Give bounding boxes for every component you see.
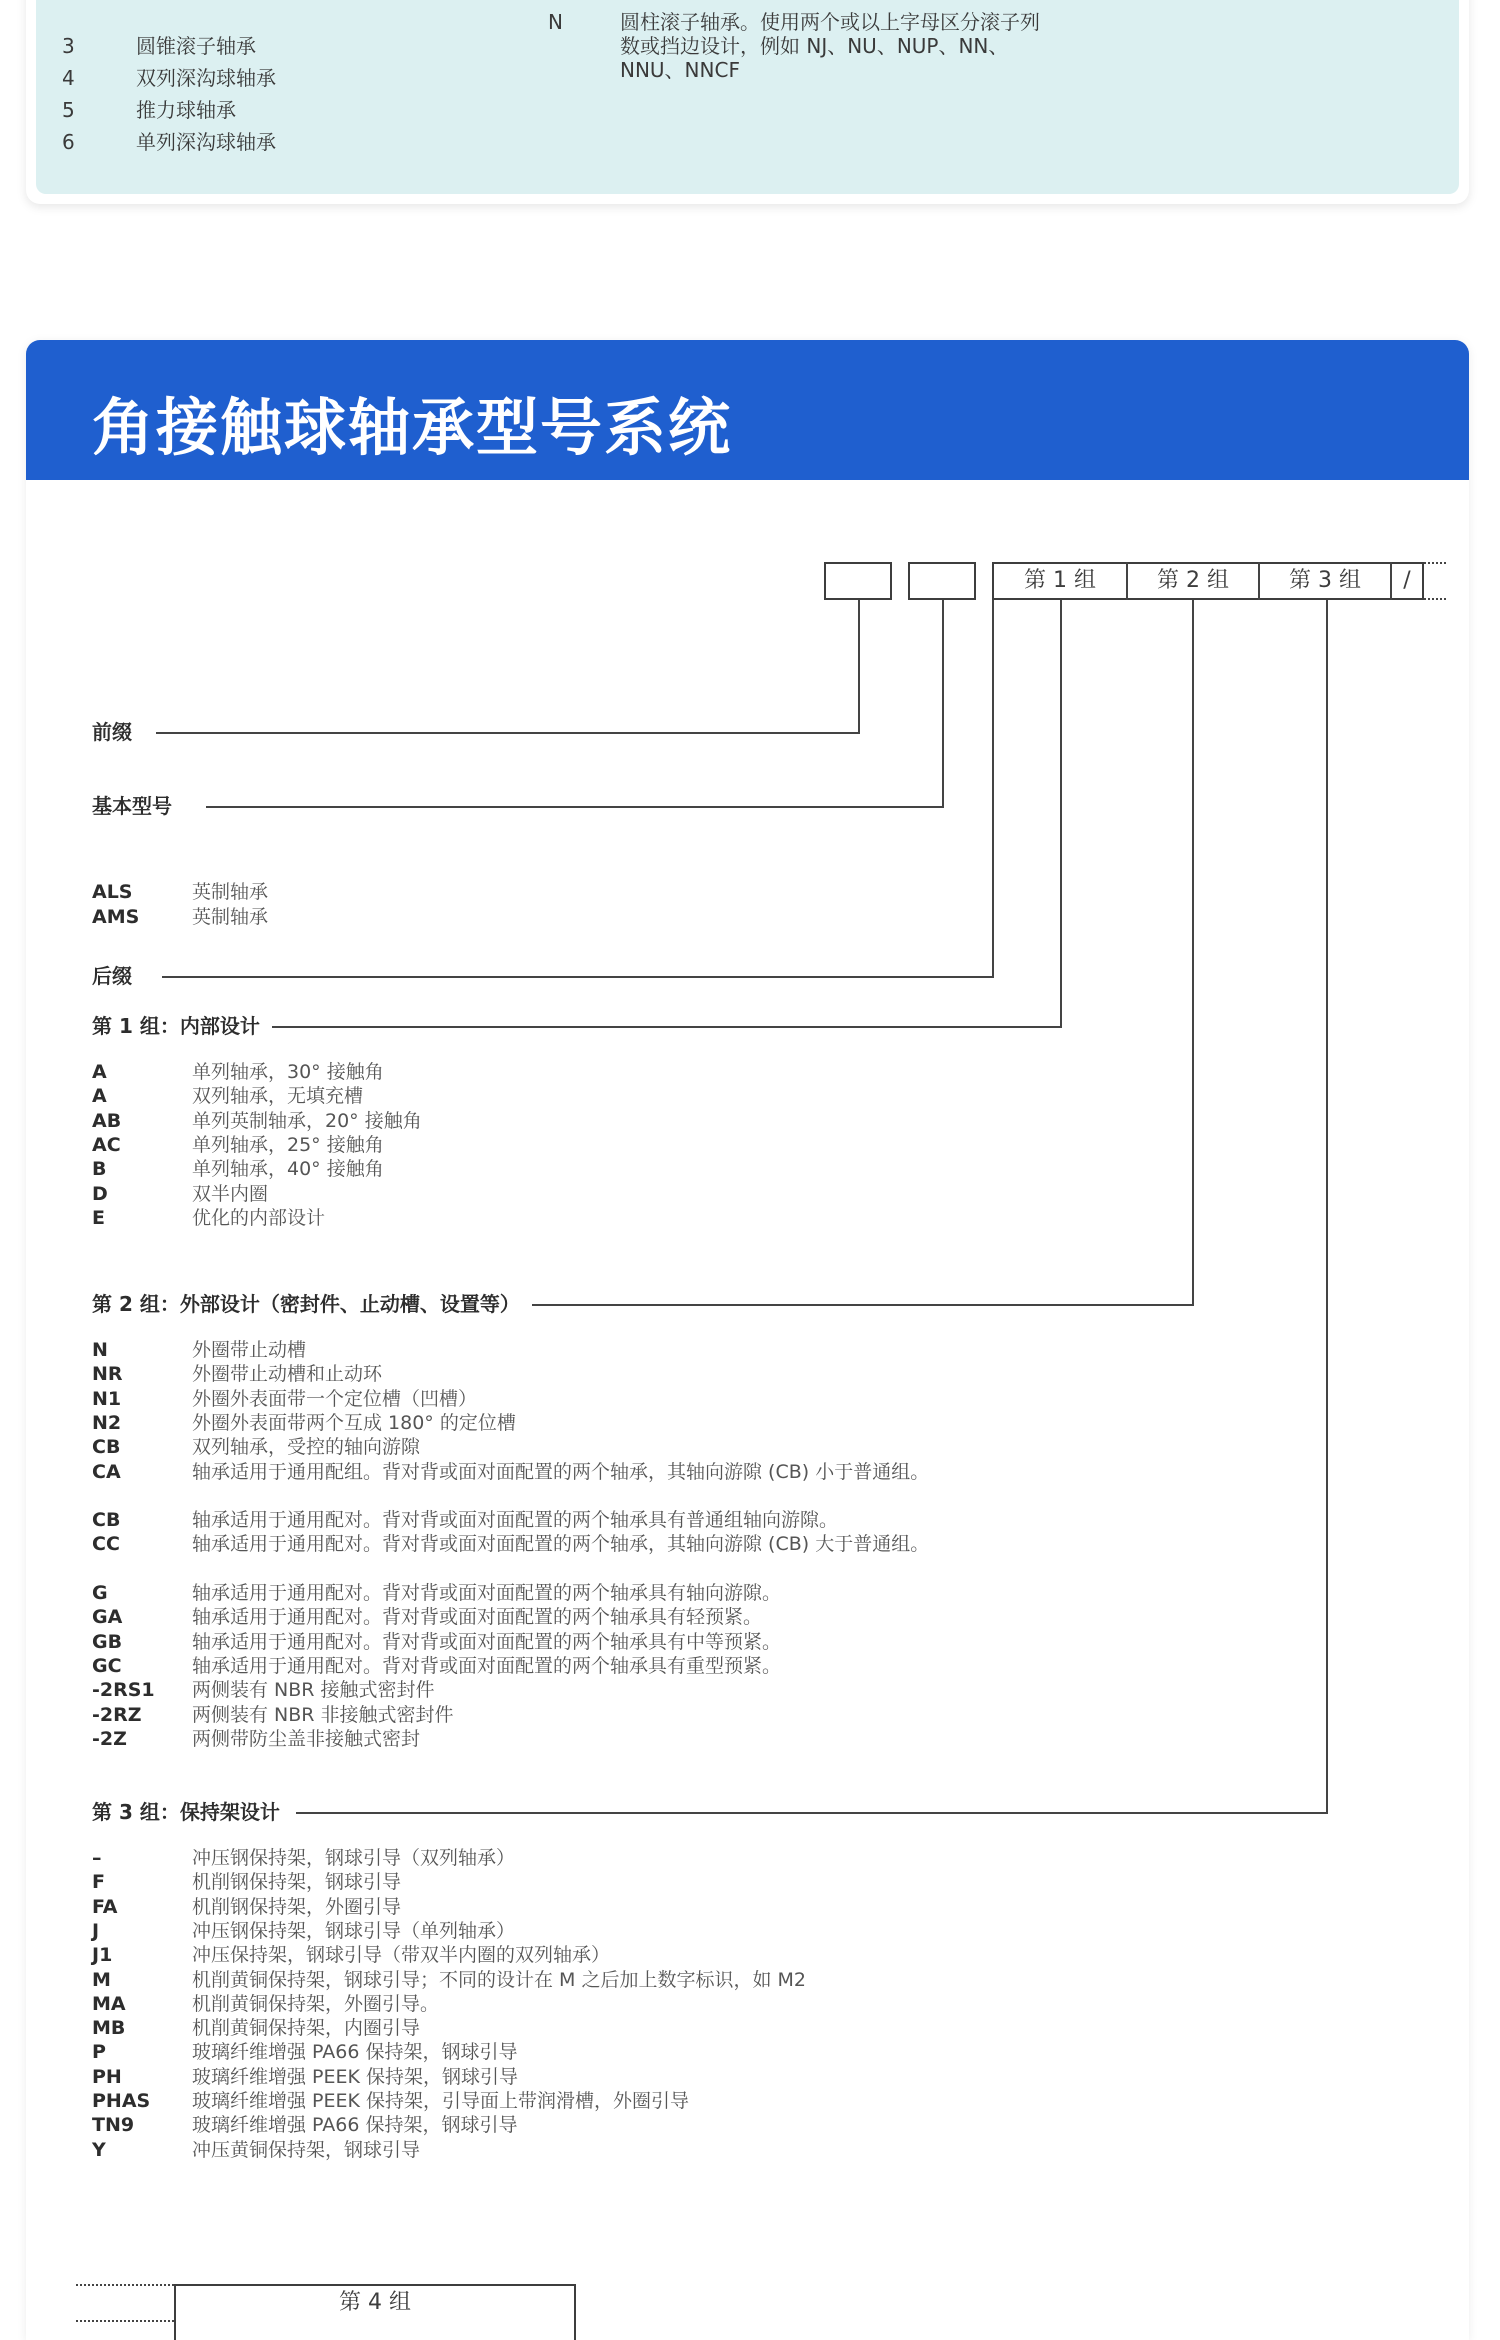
entry-desc: 外圈带止动槽和止动环 xyxy=(192,1363,383,1386)
entry-code: P xyxy=(92,2041,106,2064)
entry-desc: 轴承适用于通用配对。背对背或面对面配置的两个轴承具有重型预紧。 xyxy=(192,1654,782,1677)
item-number: 3 xyxy=(62,34,75,58)
item-label: 圆柱滚子轴承。使用两个或以上字母区分滚子列数或挡边设计，例如 NJ、NU、NUP、NN、NNU、NNCF xyxy=(620,10,1040,82)
entry-code: J1 xyxy=(92,1944,113,1967)
entry-code: A xyxy=(92,1085,107,1108)
entry-code: CA xyxy=(92,1460,121,1483)
entry-code: CB xyxy=(92,1509,121,1532)
entry-code: D xyxy=(92,1182,108,1205)
entry-code: CC xyxy=(92,1533,120,1556)
continuation-dots xyxy=(76,2284,174,2286)
entry-desc: 冲压黄铜保持架，钢球引导 xyxy=(192,2138,421,2161)
top-info-card xyxy=(26,0,1469,204)
group1-box-label: 第 1 组 xyxy=(1024,568,1096,593)
entry-desc: 机削黄铜保持架，内圈引导 xyxy=(192,2017,421,2040)
entry-desc: 轴承适用于通用配对。背对背或面对面配置的两个轴承具有轴向游隙。 xyxy=(192,1582,782,1604)
entry-desc: 玻璃纤维增强 PEEK 保持架，钢球引导 xyxy=(192,2065,519,2088)
entry-code: -2Z xyxy=(92,1727,127,1750)
entry-code: N2 xyxy=(92,1411,122,1434)
entry-desc: 机削黄铜保持架，钢球引导；不同的设计在 M 之后加上数字标识，如 M2 xyxy=(192,1968,806,1991)
entry-code: PHAS xyxy=(92,2090,151,2112)
entry-desc: 单列轴承，40° 接触角 xyxy=(192,1158,384,1181)
entry-code: FA xyxy=(92,1895,118,1918)
entry-code: AMS xyxy=(92,906,140,928)
group3-title: 第 3 组：保持架设计 xyxy=(92,1799,292,1825)
group4-box-label: 第 4 组 xyxy=(339,2290,411,2315)
slash-box-label: / xyxy=(1403,568,1411,593)
page-title: 角接触球轴承型号系统 xyxy=(92,391,733,464)
entry-code: Y xyxy=(92,2138,106,2161)
entry-desc: 英制轴承 xyxy=(192,881,269,903)
item-label: 双列深沟球轴承 xyxy=(136,66,276,90)
item-number: 4 xyxy=(62,66,75,90)
entry-desc: 两侧装有 NBR 接触式密封件 xyxy=(192,1679,435,1702)
entry-code: F xyxy=(92,1871,105,1894)
group3-connector xyxy=(1326,600,1328,1812)
group2-connector xyxy=(1192,600,1194,1304)
entry-code: MA xyxy=(92,1992,126,2015)
entry-desc: 外圈带止动槽 xyxy=(192,1339,307,1361)
basic-designation-box xyxy=(908,562,976,600)
item-number: 5 xyxy=(62,98,75,122)
entry-code: -2RS1 xyxy=(92,1679,155,1702)
entry-code: CB xyxy=(92,1436,121,1459)
entry-code: AC xyxy=(92,1133,121,1156)
designation-diagram xyxy=(26,340,1469,2340)
group3-leader xyxy=(296,1812,1328,1814)
prefix-title: 前缀 xyxy=(92,719,144,745)
suffix-leader xyxy=(162,976,994,978)
entry-desc: 单列轴承，30° 接触角 xyxy=(192,1061,384,1083)
entry-desc: 单列英制轴承，20° 接触角 xyxy=(192,1109,422,1132)
entry-desc: 玻璃纤维增强 PEEK 保持架，引导面上带润滑槽，外圈引导 xyxy=(192,2090,690,2112)
item-number: 6 xyxy=(62,130,75,154)
entry-code: J xyxy=(92,1919,100,1942)
entry-code: GA xyxy=(92,1606,123,1629)
suffix-title: 后缀 xyxy=(92,963,144,989)
continuation-dots xyxy=(1424,598,1446,600)
entry-code: GB xyxy=(92,1630,123,1653)
entry-desc: 轴承适用于通用配对。背对背或面对面配置的两个轴承具有普通组轴向游隙。 xyxy=(192,1509,839,1532)
group1-leader xyxy=(266,1026,1062,1028)
group3-box-label: 第 3 组 xyxy=(1289,568,1361,593)
group2-leader xyxy=(526,1304,1194,1306)
entry-code: – xyxy=(92,1847,102,1869)
entry-code: G xyxy=(92,1582,108,1604)
entry-desc: 冲压保持架，钢球引导（带双半内圈的双列轴承） xyxy=(192,1944,611,1967)
entry-desc: 单列轴承，25° 接触角 xyxy=(192,1133,384,1156)
entry-desc: 轴承适用于通用配对。背对背或面对面配置的两个轴承具有轻预紧。 xyxy=(192,1606,763,1629)
entry-code: ALS xyxy=(92,881,133,903)
group1-title: 第 1 组：内部设计 xyxy=(92,1013,272,1039)
group2-box-label: 第 2 组 xyxy=(1157,568,1229,593)
entry-desc: 机削钢保持架，外圈引导 xyxy=(192,1895,402,1918)
entry-desc: 两侧带防尘盖非接触式密封 xyxy=(192,1727,421,1750)
entry-desc: 双列轴承，受控的轴向游隙 xyxy=(192,1436,421,1459)
entry-desc: 外圈外表面带一个定位槽（凹槽） xyxy=(192,1387,478,1410)
basic-connector xyxy=(942,600,944,806)
entry-desc: 机削黄铜保持架，外圈引导。 xyxy=(192,1992,440,2015)
entry-code: PH xyxy=(92,2065,122,2088)
group2-title: 第 2 组：外部设计（密封件、止动槽、设置等） xyxy=(92,1291,532,1317)
entry-desc: 双列轴承，无填充槽 xyxy=(192,1085,364,1108)
entry-desc: 优化的内部设计 xyxy=(192,1206,326,1229)
entry-desc: 冲压钢保持架，钢球引导（单列轴承） xyxy=(192,1919,516,1942)
entry-desc: 玻璃纤维增强 PA66 保持架，钢球引导 xyxy=(192,2114,518,2137)
prefix-leader xyxy=(156,732,860,734)
entry-desc: 冲压钢保持架，钢球引导（双列轴承） xyxy=(192,1847,516,1869)
basic-leader xyxy=(206,806,944,808)
entry-code: TN9 xyxy=(92,2114,135,2137)
entry-code: E xyxy=(92,1206,105,1229)
entry-code: NR xyxy=(92,1363,123,1386)
prefix-box xyxy=(824,562,892,600)
entry-desc: 双半内圈 xyxy=(192,1182,269,1205)
entry-desc: 英制轴承 xyxy=(192,906,269,928)
entry-desc: 机削钢保持架，钢球引导 xyxy=(192,1871,402,1894)
continuation-dots xyxy=(1424,562,1446,564)
entry-code: MB xyxy=(92,2017,126,2040)
entry-code: N xyxy=(92,1339,108,1361)
item-label: 单列深沟球轴承 xyxy=(136,130,276,154)
entry-desc: 玻璃纤维增强 PA66 保持架，钢球引导 xyxy=(192,2041,518,2064)
group1-connector xyxy=(1060,600,1062,1026)
entry-desc: 外圈外表面带两个互成 180° 的定位槽 xyxy=(192,1411,516,1434)
prefix-connector xyxy=(858,600,860,732)
designation-card xyxy=(26,340,1469,2340)
entry-code: B xyxy=(92,1158,107,1181)
entry-code: A xyxy=(92,1061,107,1083)
entry-code: M xyxy=(92,1968,111,1991)
entry-code: GC xyxy=(92,1654,122,1677)
basic-title: 基本型号 xyxy=(92,793,184,819)
entry-code: -2RZ xyxy=(92,1703,142,1726)
entry-desc: 轴承适用于通用配对。背对背或面对面配置的两个轴承，其轴向游隙 (CB) 大于普通组。 xyxy=(192,1533,930,1556)
entry-code: AB xyxy=(92,1109,122,1132)
entry-desc: 轴承适用于通用配组。背对背或面对面配置的两个轴承，其轴向游隙 (CB) 小于普通组。 xyxy=(192,1460,930,1483)
entry-desc: 两侧装有 NBR 非接触式密封件 xyxy=(192,1703,454,1726)
suffix-connector xyxy=(992,600,994,976)
entry-desc: 轴承适用于通用配对。背对背或面对面配置的两个轴承具有中等预紧。 xyxy=(192,1630,782,1653)
top-info-panel xyxy=(36,0,1459,194)
item-label: 推力球轴承 xyxy=(136,98,236,122)
item-code: N xyxy=(548,10,563,34)
entry-code: N1 xyxy=(92,1387,122,1410)
item-label: 圆锥滚子轴承 xyxy=(136,34,256,58)
